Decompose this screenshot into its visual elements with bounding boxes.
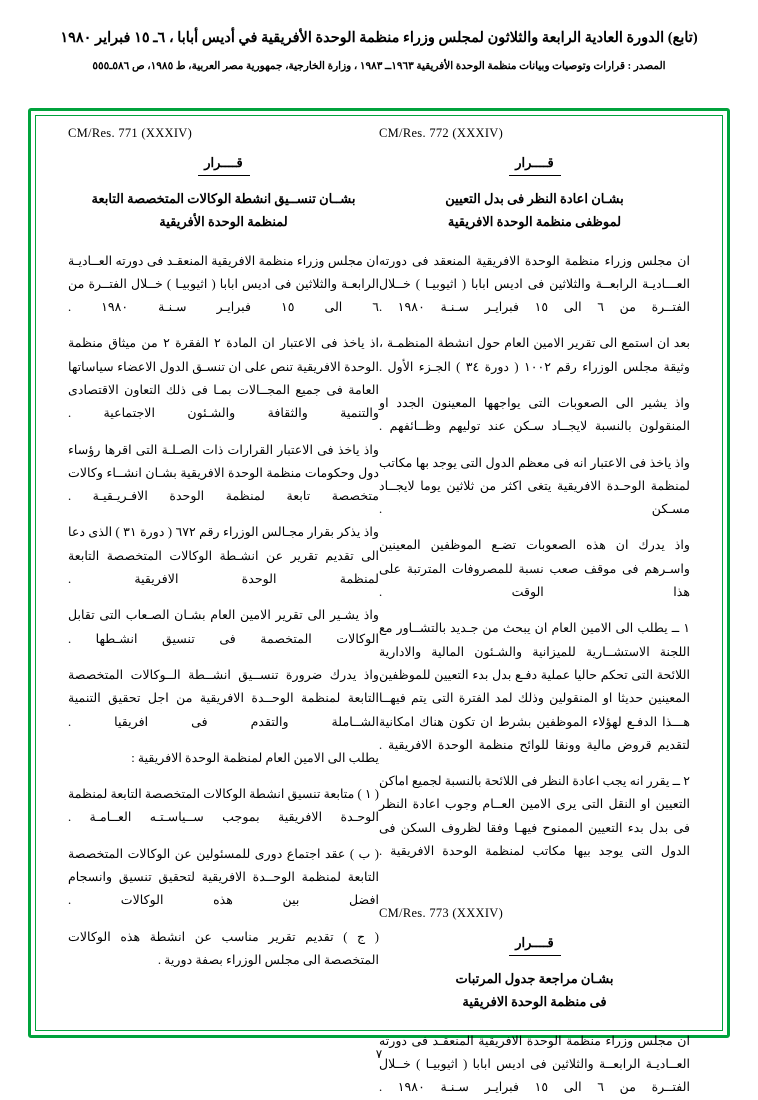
resolution-underline-771 — [198, 175, 250, 176]
paragraph: واذ يشير الى الصعوبات التى يواجهها المعينون الجدد او المنقولون بالنسبة لايجــاد سـكن عند توليهم وظــائفهم . — [379, 395, 690, 434]
paragraph: واذ يذكر بقرار مجـالس الوزراء رقم ٦٧٢ ( دورة ٣١ ) الذى دعا الى تقديم تقرير عن انشـطة الوكالات المتخصصة التابعة لمنظمة الوحدة الافريقية . — [68, 525, 379, 587]
column-left — [379, 126, 704, 1095]
resolution-subject-line: فى منظمة الوحدة الافريقية — [462, 994, 607, 1010]
paragraph: واذ ياخذ فى الاعتبار القرارات ذات الصـلـة التى اقرها رؤساء دول وحكومات منظمة الوحدة الافريقية بشـان انشــاء وكالات متخصصة تابعة لمنظمة الوحدة الافـريـقيـة . — [68, 442, 379, 504]
resolution-subject-772 — [379, 188, 690, 234]
resolution-subject-line: بشــان تنســيق انشطة الوكالات المتخصصة التابعة — [91, 191, 356, 206]
paragraph: واذ يدرك ضرورة تنســيق انشــطة الــوكالات المتخصصة التابعة لمنظمة الوحــدة الافريقية من اجل تحقيق التنمية الشــاملة والتقدم فى افريقيا . — [68, 667, 379, 729]
two-column-body — [28, 108, 730, 1095]
resolution-word-772: قــــرار — [515, 155, 554, 170]
paragraph: ٢ ــ يقرر انه يجب اعادة النظر فى اللائحة بالنسبة لجميع اماكن التعيين او النقل التى يرى الامين العــام وجوب اعادة النظر فى بدل بدء التعيين الممنوح فيهـا وفقا لظروف السكن فى الدول التى يوجد بيها مكاتب لمنظمة الوحدة الافريقية . — [379, 774, 690, 859]
paragraph: اذ ياخذ فى الاعتبار ان المادة ٢ الفقرة ٢ من ميثاق منظمة الوحدة الافريقية تنص على ان تنسـق الدول الاعضاء سياساتها العامة فى جميع المجــالات بمـا فى ذلك التعاون الاقتصادى والتنمية والثقافة والشـئون الاجتماعية . — [68, 336, 379, 421]
column-right — [54, 126, 379, 1028]
resolution-id-771: CM/Res. 771 (XXXIV) — [68, 126, 193, 140]
resolution-underline-773 — [509, 955, 561, 956]
resolution-subject-line: لمنظمة الوحدة الأفريقية — [159, 213, 288, 229]
page-header — [0, 0, 758, 74]
header-source: المصدر : قرارات وتوصيات وبيانات منظمة الوحدة الأفريقية ١٩٦٣ــ ١٩٨٣ ، وزارة الخارجية، جمهورية مصر العربية، ط ١٩٨٥، ص ٥٨٦ـ٥٥٥ — [92, 60, 666, 72]
resolution-word-773: قــــرار — [515, 935, 554, 951]
resolution-subject-line: لموظفى منظمة الوحدة الافريقية — [447, 213, 622, 229]
paragraph: واذ يشـير الى تقرير الامين العام بشـان الصـعاب التى تقابل الوكالات المتخصمة فى تنسيق انشـطها . — [68, 608, 379, 646]
header-title: (تابع) الدورة العادية الرابعة والثلاثون لمجلس وزراء منظمة الوحدة الأفريقية في أديس أبابا ، ٦ـ ١٥ فبراير ١٩٨٠ — [60, 30, 698, 46]
paragraph: ( ج ) تقديم تقرير مناسب عن انشطة هذه الوكالات المتخصصة الى مجلس الوزراء بصفة دورية . — [68, 929, 379, 967]
section-spacer — [379, 876, 690, 906]
resolution-subject-771 — [68, 188, 379, 234]
paragraph: ان مجلس وزراء منظمة الافريقية المنعقـد فى دورته العــاديـة الرابعـة والثلاثين فى اديس ابابا ( اثيوبيـا ) خــلال الفتــرة من ٦ الى ١٥ فبرايـر سـنـة ١٩٨٠ . — [68, 253, 379, 315]
resolution-subject-line: بشـان مراجعة جدول المرتبات — [455, 971, 614, 987]
page-number: ٧ — [375, 1047, 383, 1061]
resolution-subject-773 — [379, 968, 690, 1014]
resolution-id-772: CM/Res. 772 (XXXIV) — [379, 126, 504, 140]
paragraph: ١ ــ يطلب الى الامين العام ان يبحث من جـديد بالتشــاور مع اللجنة الاستشــارية للميزانية والشـئون المالية والادارية اللائحة التى تحكم حاليا عملية دفـع بدل بدء التعيين للموظفين المعينين حديثا او المنقولين وذلك لمد الفترة التى يتم فيهــا هـــذا الدفـع لهؤلاء الموظفين بشرط ان تكون هناك امكانية لتقديم قروض مالية وونقا للوائح منظمة الوحدة الافريقية . — [379, 621, 690, 752]
paragraph: واذ ياخذ فى الاعتبار انه فى معظم الدول التى يوجد بها مكاتب لمنظمة الوحـدة الافريقية يتغى اكثر من ثلاثين يوما لايجــاد مسـكن . — [379, 455, 690, 517]
resolution-word-771: قــــرار — [204, 155, 243, 170]
paragraph: بعد ان استمع الى تقرير الامين العام حول انشطة المنظمـة ، وثيقة مجلس الوزراء رقم ١٠٠٢ ( دورة ٣٤ ) الجـزء الأول . — [379, 336, 690, 374]
paragraph: يطلب الى الامين العام لمنظمة الوحدة الافريقية : — [131, 750, 379, 765]
resolution-subject-line: بشـان اعادة النظر فى بدل التعيين — [445, 191, 624, 206]
paragraph: ( ١ ) متابعة تنسيق انشطة الوكالات المتخصصة التابعة لمنظمة الوحـدة الافريقية بموجب ســياسـتـه العــامـة . — [68, 787, 379, 825]
paragraph: ان مجلس وزراء منظمة الوحدة الافريقية المنعقـد فى دورته العــاديـة الرابعــة والثلاثين فى اديس ابابا ( اثيوبيـا ) خــلال الفتــرة من ٦ الى ١٥ فبرايـر سـنـة ١٩٨٠ . — [379, 1033, 691, 1095]
resolution-underline-772 — [509, 175, 561, 176]
paragraph: واذ يدرك ان هذه الصعوبات تضـع الموظفين المعينين واسـرهم فى موقف صعب نسبة للمصروفات المترتبة على هذا الوقت . — [379, 538, 690, 600]
paragraph: ( ب ) عقد اجتماع دورى للمسئولين عن الوكالات المتخصصة التابعة لمنظمة الوحــدة الافريقية لتحقيق تنسيق وانسجام افضل بين هذه الوكالات . — [68, 846, 379, 908]
paragraph: ان مجلس وزراء منظمة الوحدة الافريقية المنعقد فى دورته العـــاديـة الرابعــة والثلاثين فى اديس ابابا ( اثيوبيـا ) خــلال الفتــرة من ٦ الى ١٥ فبرايـر سـنـة ١٩٨٠ . — [379, 253, 691, 315]
resolution-id-773: CM/Res. 773 (XXXIV) — [379, 906, 504, 921]
